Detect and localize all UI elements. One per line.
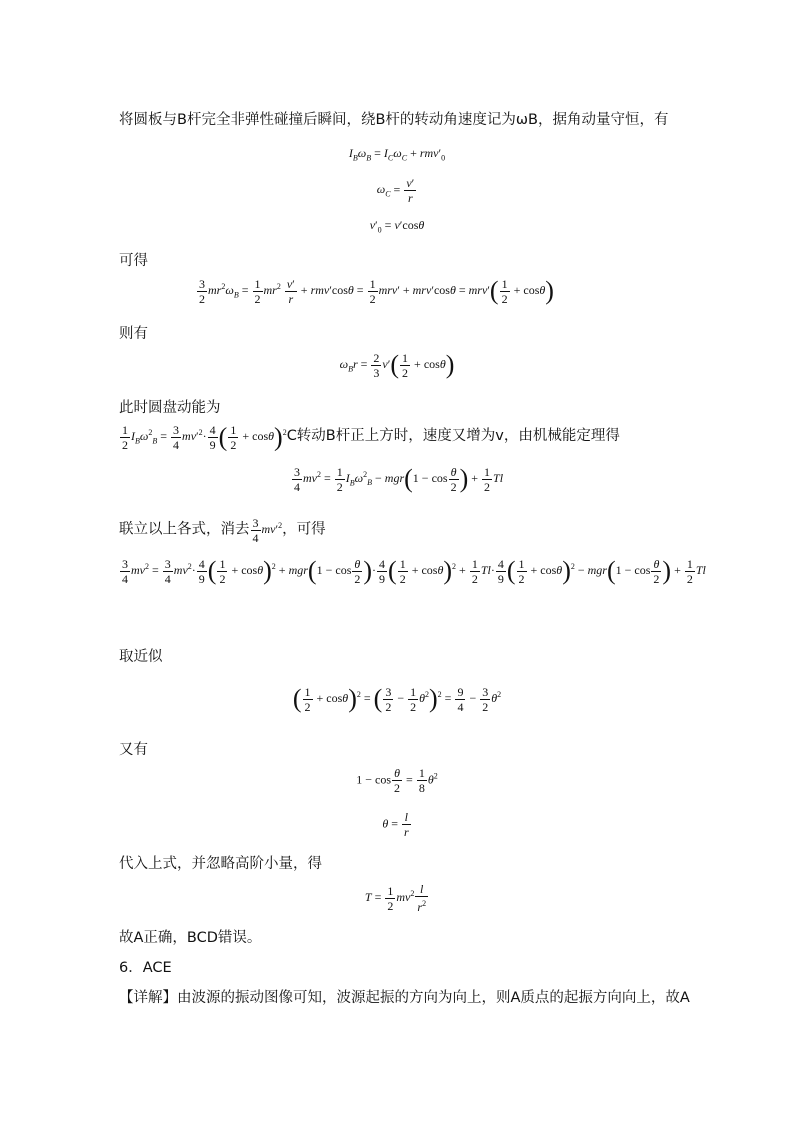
- paragraph-10: 故A正确，BCD错误。: [119, 930, 262, 946]
- paragraph-5: $\frac{1}{2}$ $I_B\omega^2_B$ = $\frac{3}{4}$ $mv'^2\cdot$ $\frac{4}{9}$ ( $\frac{1}{2}$ + cosθ)$^2$C转动B杆正上方时，速度又增为v，由机械能定理得: [122, 422, 620, 452]
- equation-energy: $\frac{3}{4}$ $mv^2$ = $\frac{1}{2}$ $I_B\omega^2_B - mgr(1 - \cos$ $\frac{\theta}{2}$ ) + $\frac{1}{2}$ Tl: [293, 464, 504, 494]
- equation-cos-approx: 1 − cos $\frac{\theta}{2}$ = $\frac{1}{8}$ $\theta^2$: [356, 766, 438, 795]
- paragraph-7: 取近似: [119, 649, 163, 665]
- paragraph-6-tail: ，可得: [282, 521, 326, 538]
- paragraph-1: 将圆板与B杆完全非弹性碰撞后瞬间，绕B杆的转动角速度记为ωB，据角动量守恒，有: [119, 112, 669, 128]
- paragraph-6: 联立以上各式，消去 $\frac{3}{4}$ $mv'^2$，可得: [119, 516, 326, 545]
- paragraph-8: 又有: [119, 742, 148, 758]
- paragraph-6-lead: 联立以上各式，消去: [119, 521, 250, 538]
- equation-theta: θ = $\frac{l}{r}$: [382, 810, 409, 839]
- equation-2: $\frac{3}{2}$ $mr^2\omega_B$ = $\frac{1}{2}$ $mr^2$ $\frac{v'}{r}$ + rmv′cosθ = $\frac{1}{2}$ mrv′ + mrv′cosθ = mrv′( $\frac{1}{2}$ + cosθ): [199, 276, 554, 306]
- equation-v0: $v'_0 = v'\cos\theta$: [369, 218, 425, 235]
- equation-3: $\omega_Br$ = $\frac{2}{3}$ v′( $\frac{1}{2}$ + cosθ): [339, 350, 455, 380]
- paragraph-3: 则有: [119, 326, 148, 342]
- equation-approx: ( $\frac{1}{2}$ + cosθ)$^2$ = ( $\frac{3}{2}$ − $\frac{1}{2}$ $\theta^2)^2$ = $\frac{9}{4}$ − $\frac{3}{2}$ $\theta^2$: [292, 684, 502, 714]
- paragraph-11: 6．ACE: [119, 960, 172, 976]
- equation-combined: $\frac{3}{4}$ $mv^2$ = $\frac{3}{4}$ $mv^2\cdot$ $\frac{4}{9}$ ( $\frac{1}{2}$ + cosθ)$^2$ + mgr(1 − cos $\frac{\theta}{2}$ )· $\frac{4}{9}$ ( $\frac{1}{2}$ + cosθ)$^2$ + $\frac{1}{2}$ Tl· $\frac{4}{9}$ ( $\frac{1}{2}$ + cosθ)$^2$ − mgr(1 − cos $\frac{\theta}{2}$ ) + $\frac{1}{2}$ Tl: [122, 556, 706, 586]
- paragraph-4: 此时圆盘动能为: [119, 400, 221, 416]
- paragraph-2: 可得: [119, 253, 148, 269]
- paragraph-9: 代入上式，并忽略高阶小量，得: [119, 856, 322, 872]
- paragraph-12: 【详解】由波源的振动图像可知，波源起振的方向为向上，则A质点的起振方向向上，故A: [119, 990, 690, 1006]
- paragraph-5-tail: C转动B杆正上方时，速度又增为v，由机械能定理得: [286, 427, 620, 444]
- equation-omega-c: $\omega_C$ = $\frac{v'}{r}$: [376, 176, 415, 205]
- equation-result: T = $\frac{1}{2}$ $mv^2$ $\frac{l}{r^2}$: [364, 882, 427, 914]
- equation-angular-momentum: $I_B\omega_B = I_C\omega_C + rmv'_0$: [348, 146, 446, 163]
